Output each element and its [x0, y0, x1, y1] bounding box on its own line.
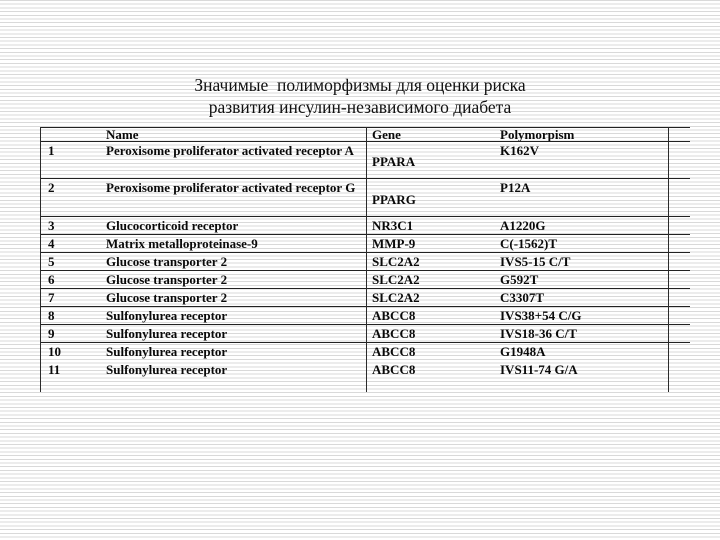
gene-cell: SLC2A2: [372, 289, 420, 305]
table-row: [40, 361, 690, 394]
table-row: [40, 343, 690, 361]
table-row: [40, 217, 690, 235]
polymorphism-cell: P12A: [500, 180, 531, 195]
name-cell: Sulfonylurea receptor: [106, 307, 228, 323]
polymorphism-cell: A1220G: [500, 217, 546, 233]
gene-cell: SLC2A2: [372, 253, 420, 269]
row-number: 7: [48, 289, 55, 305]
header-polymorphism: Polymorpism: [500, 128, 575, 141]
row-number: 4: [48, 235, 55, 251]
name-cell: Sulfonylurea receptor: [106, 362, 228, 377]
polymorphism-cell: G592T: [500, 271, 539, 287]
name-cell: Sulfonylurea receptor: [106, 325, 228, 341]
table-vertical-border-right: [668, 127, 669, 392]
name-cell: Matrix metalloproteinase-9: [106, 235, 258, 251]
name-cell: Glucocorticoid receptor: [106, 217, 239, 233]
header-gene: Gene: [372, 128, 401, 141]
name-cell: Glucose transporter 2: [106, 253, 228, 269]
polymorphism-cell: IVS38+54 C/G: [500, 307, 582, 323]
table-header-row: [40, 128, 690, 142]
table-vertical-border-left: [40, 127, 41, 392]
table-row: [40, 289, 690, 307]
gene-cell: PPARA: [372, 154, 416, 169]
table-row: [40, 325, 690, 343]
polymorphism-cell: IVS11-74 G/A: [500, 362, 578, 377]
table-row: [40, 271, 690, 289]
name-cell: Glucose transporter 2: [106, 289, 228, 305]
title-line-1: Значимые полиморфизмы для оценки риска: [194, 75, 526, 95]
row-number: 3: [48, 217, 55, 233]
row-number: 10: [48, 344, 61, 359]
gene-cell: NR3C1: [372, 217, 414, 233]
table-row: [40, 307, 690, 325]
table-row: [40, 142, 690, 179]
gene-cell: ABCC8: [372, 325, 416, 341]
polymorphism-table: [40, 127, 690, 394]
polymorphism-cell: IVS5-15 C/T: [500, 253, 571, 269]
gene-cell: SLC2A2: [372, 271, 420, 287]
gene-cell: MMP-9: [372, 235, 416, 251]
table-row: [40, 179, 690, 217]
header-name: Name: [106, 128, 139, 141]
table-row: [40, 253, 690, 271]
row-number: 1: [48, 143, 55, 158]
name-cell: Glucose transporter 2: [106, 271, 228, 287]
row-number: 9: [48, 325, 55, 341]
row-number: 2: [48, 180, 55, 195]
name-cell: Peroxisome proliferator activated receptor G: [106, 180, 356, 195]
row-number: 5: [48, 253, 55, 269]
table-vertical-border-mid: [366, 127, 367, 392]
polymorphism-cell: C(-1562)T: [500, 235, 558, 251]
gene-cell: ABCC8: [372, 344, 416, 359]
title-line-2: развития инсулин-независимого диабета: [208, 97, 512, 117]
gene-cell: PPARG: [372, 191, 416, 207]
gene-cell: ABCC8: [372, 362, 416, 377]
polymorphism-cell: C3307T: [500, 289, 545, 305]
gene-cell: ABCC8: [372, 307, 416, 323]
polymorphism-cell: K162V: [500, 143, 539, 158]
name-cell: Peroxisome proliferator activated receptor A: [106, 143, 354, 158]
name-cell: Sulfonylurea receptor: [106, 344, 228, 359]
polymorphism-cell: G1948A: [500, 344, 546, 359]
row-number: 11: [48, 362, 61, 377]
row-number: 8: [48, 307, 55, 323]
table-row: [40, 235, 690, 253]
polymorphism-cell: IVS18-36 C/T: [500, 325, 577, 341]
row-number: 6: [48, 271, 55, 287]
slide-title: [0, 74, 720, 118]
